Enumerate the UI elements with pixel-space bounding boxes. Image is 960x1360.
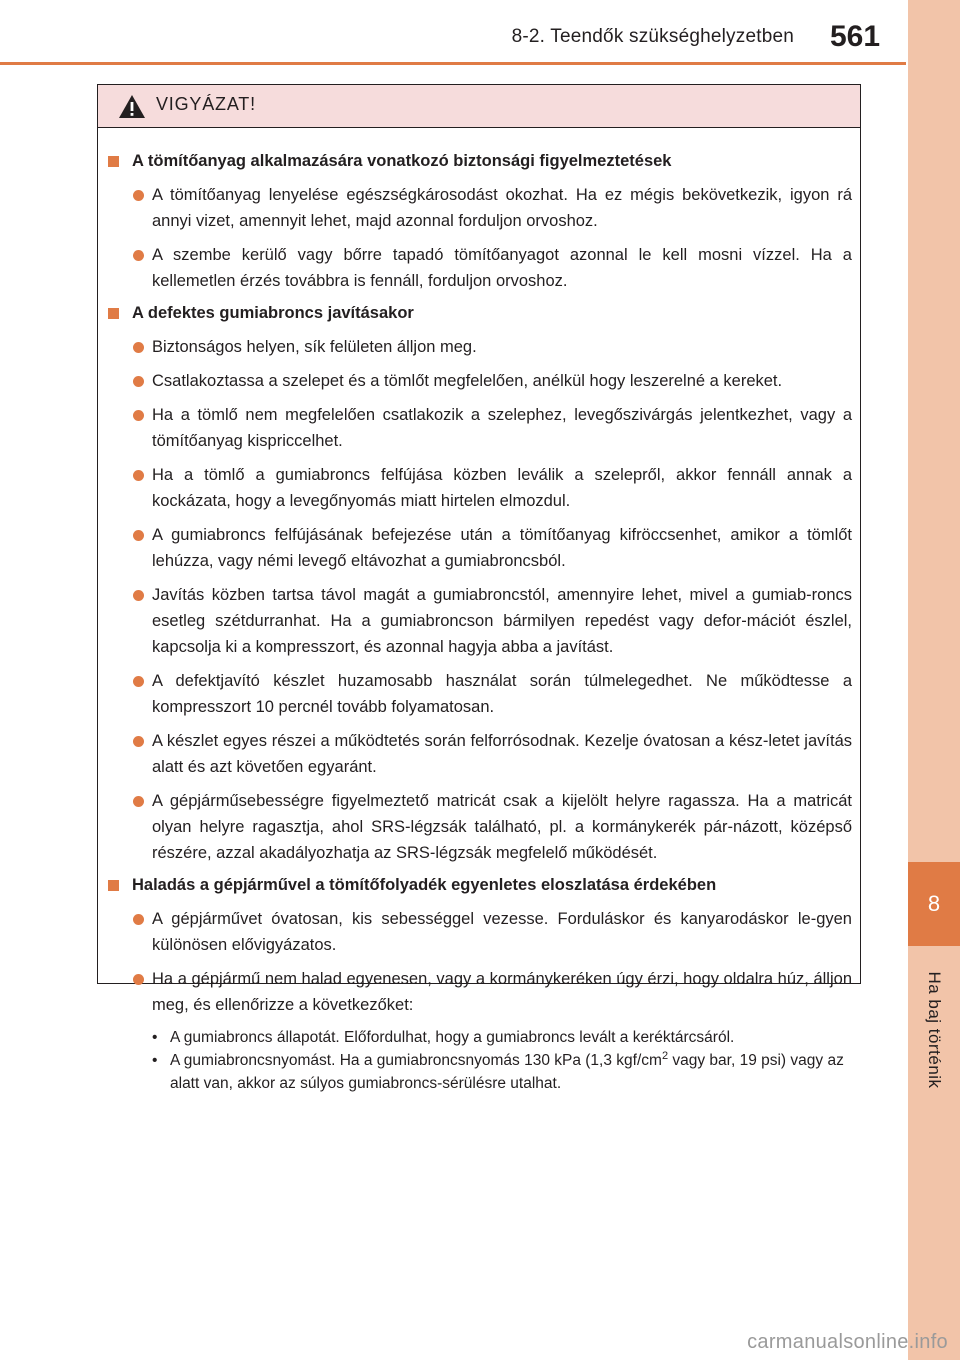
page-number: 561	[829, 20, 881, 53]
warning-header	[98, 85, 860, 128]
circle-bullet-icon	[133, 974, 144, 985]
bullet-item: Ha a tömlő a gumiabroncs felfújása közben leválik a szelepről, akkor fennáll annak a kockázata, hogy a levegőnyomás miatt hirtelen elmozdul.	[106, 462, 852, 514]
square-bullet-icon	[108, 880, 119, 891]
bullet-item: A szembe kerülő vagy bőrre tapadó tömítőanyagot azonnal le kell mosni vízzel. Ha a kellemetlen érzés továbbra is fennáll, forduljon orvoshoz.	[106, 242, 852, 294]
chapter-title: Ha baj történik	[925, 971, 944, 1089]
watermark-credit: carmanualsonline.info	[747, 1331, 948, 1353]
superscript: 2	[661, 1049, 669, 1062]
bullet-item: A gépjárművet óvatosan, kis sebességgel vezesse. Forduláskor és kanyarodáskor le-gyen különösen elővigyázatos.	[106, 906, 852, 958]
square-bullet-icon	[108, 308, 119, 319]
chapter-side-tab	[908, 0, 960, 1360]
section-title: 8-2. Teendők szükséghelyzetben	[511, 26, 794, 47]
bullet-item: Csatlakoztassa a szelepet és a tömlőt megfelelően, anélkül hogy leszerelné a kereket.	[106, 368, 852, 394]
warning-box	[97, 84, 861, 1092]
warning-body	[98, 128, 860, 1095]
warning-triangle-icon	[118, 94, 146, 119]
circle-bullet-icon	[133, 914, 144, 925]
bullet-item: Biztonságos helyen, sík felületen álljon meg.	[106, 334, 852, 360]
circle-bullet-icon	[133, 250, 144, 261]
circle-bullet-icon	[133, 796, 144, 807]
circle-bullet-icon	[133, 410, 144, 421]
square-bullet-icon	[108, 156, 119, 167]
warning-title: VIGYÁZAT!	[156, 94, 256, 114]
bullet-item: A defektjavító készlet huzamosabb használat során túlmelegedhet. Ne működtesse a kompresszort 10 percnél tovább folyamatosan.	[106, 668, 852, 720]
bullet-item: A tömítőanyag lenyelése egészségkárosodást okozhat. Ha ez mégis bekövetkezik, igyon rá annyi vizet, amennyit lehet, majd azonnal forduljon orvoshoz.	[106, 182, 852, 234]
bullet-item: A készlet egyes részei a működtetés során felforrósodnak. Kezelje óvatosan a kész-letet javítás alatt és azt követően egyaránt.	[106, 728, 852, 780]
circle-bullet-icon	[133, 530, 144, 541]
bullet-item: Ha a gépjármű nem halad egyenesen, vagy a kormánykeréken úgy érzi, hogy oldalra húz, álljon meg, és ellenőrizze a következőket:	[106, 966, 852, 1018]
circle-bullet-icon	[133, 676, 144, 687]
small-bullet-icon: •	[152, 1029, 158, 1046]
small-bullet-icon: •	[152, 1052, 158, 1069]
sub-list-item: • A gumiabroncs állapotát. Előfordulhat, hogy a gumiabroncs levált a keréktárcsáról.	[106, 1026, 852, 1049]
section-heading: Haladás a gépjárművel a tömítőfolyadék egyenletes eloszlatása érdekében	[106, 874, 852, 896]
circle-bullet-icon	[133, 342, 144, 353]
section-heading: A defektes gumiabroncs javításakor	[106, 302, 852, 324]
section-heading: A tömítőanyag alkalmazására vonatkozó biztonsági figyelmeztetések	[106, 150, 852, 172]
bullet-item: Ha a tömlő nem megfelelően csatlakozik a szelephez, levegőszivárgás jelentkezhet, vagy a tömítőanyag kispriccelhet.	[106, 402, 852, 454]
circle-bullet-icon	[133, 590, 144, 601]
circle-bullet-icon	[133, 736, 144, 747]
bullet-item: A gumiabroncs felfújásának befejezése után a tömítőanyag kifröccsenhet, amikor a tömlőt lehúzza, vagy némi levegő eltávozhat a gumiabroncsból.	[106, 522, 852, 574]
header-divider	[0, 62, 906, 65]
bullet-item: A gépjárműsebességre figyelmeztető matricát csak a kijelölt helyre ragassza. Ha a matricát olyan helyre ragasztja, ahol SRS-légzsák található, pl. a kormánykerék pár-názott, középső részére, azzal akadályozhatja az SRS-légzsák megfelelő működését.	[106, 788, 852, 866]
circle-bullet-icon	[133, 470, 144, 481]
circle-bullet-icon	[133, 190, 144, 201]
circle-bullet-icon	[133, 376, 144, 387]
sub-list-item: • A gumiabroncsnyomást. Ha a gumiabroncsnyomás 130 kPa (1,3 kgf/$cm^2$ vagy bar, 19 psi) vagy az alatt van, akkor az súlyos gumiabroncs-sérülésre utalhat.	[152, 1049, 844, 1092]
bullet-item: Javítás közben tartsa távol magát a gumiabroncstól, amennyire lehet, mivel a gumiab-roncs esetleg szétdurranhat. Ha a gumiabroncson bármilyen repedést vagy defor-mációt észlel, kapcsolja ki a kompresszort, és azonnal hagyja abba a javítást.	[106, 582, 852, 660]
chapter-number: 8	[908, 862, 960, 946]
